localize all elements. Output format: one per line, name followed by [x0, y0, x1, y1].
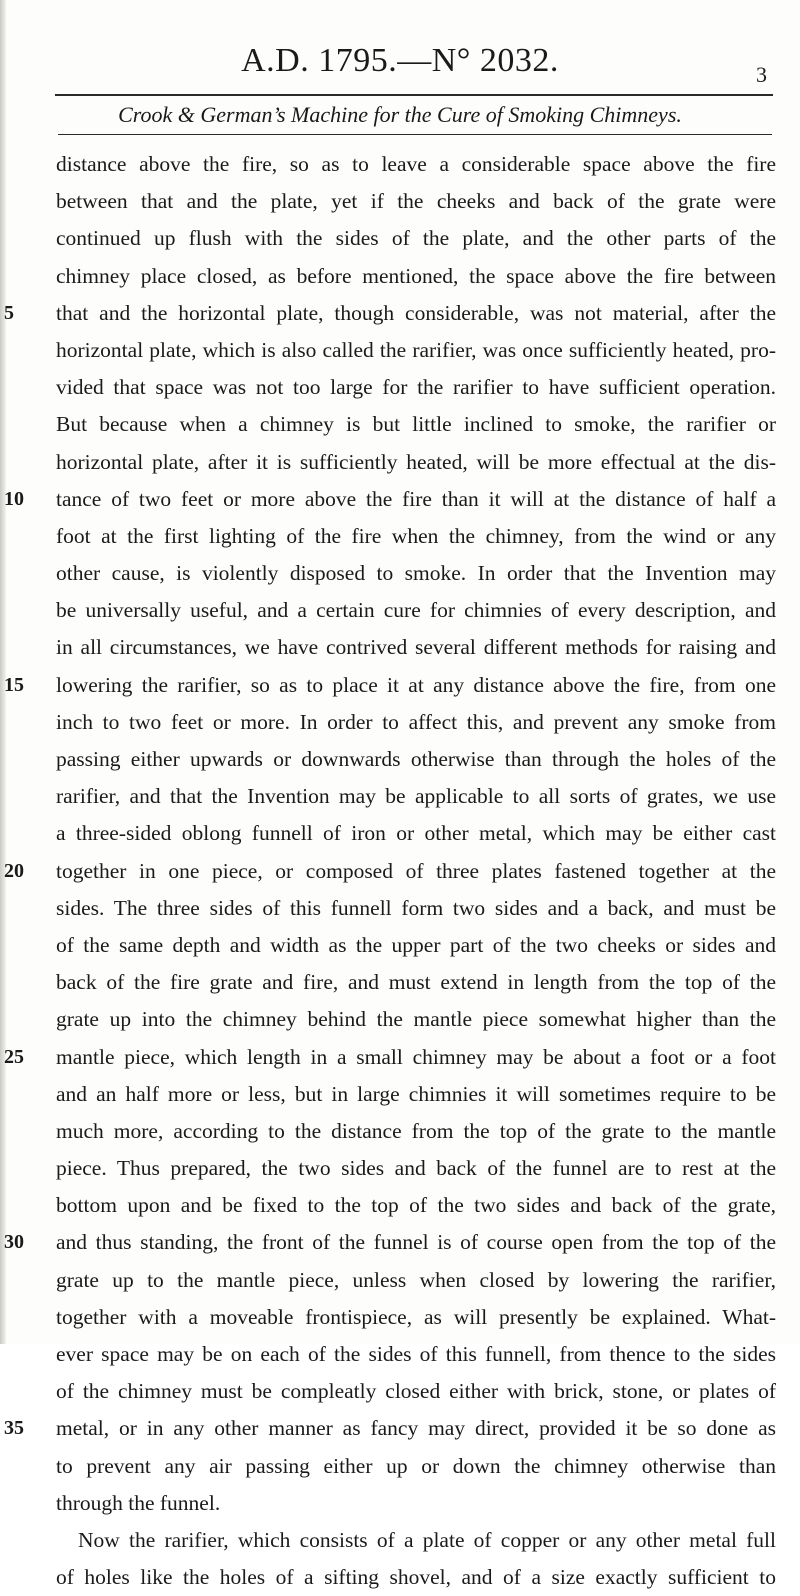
line-text: tance of two feet or more above the fire than it will at the distance of half a: [56, 486, 776, 511]
line-text: be universally useful, and a certain cure for chimnies of every description, and: [56, 598, 776, 623]
line-number: 30: [4, 1231, 24, 1254]
line-text: other cause, is violently disposed to smoke. In order that the Invention may: [56, 561, 776, 586]
text-line: [56, 1522, 776, 1559]
line-text: bottom upon and be fixed to the top of the two sides and back of the grate,: [56, 1193, 776, 1218]
line-text: back of the fire grate and fire, and must extend in length from the top of the: [56, 970, 776, 995]
text-line: [56, 258, 776, 295]
line-text: of the chimney must be compleatly closed either with brick, stone, or plates of: [56, 1379, 776, 1404]
line-text: inch to two feet or more. In order to affect this, and prevent any smoke from: [56, 709, 776, 734]
text-line: [56, 1336, 776, 1373]
text-line: [4, 1039, 776, 1076]
text-line: [56, 1559, 776, 1596]
text-line: [4, 1410, 776, 1447]
text-line: [56, 1485, 776, 1522]
text-line: [56, 1113, 776, 1150]
text-line: [4, 667, 776, 704]
text-line: [56, 741, 776, 778]
text-line: [56, 1150, 776, 1187]
text-line: [56, 1448, 776, 1485]
line-text: distance above the fire, so as to leave a considerable space above the fire: [56, 152, 776, 176]
text-line: [56, 890, 776, 927]
line-text: piece. Thus prepared, the two sides and back of the funnel are to rest at the: [56, 1156, 776, 1181]
text-line: [4, 1224, 776, 1261]
line-text: of holes like the holes of a sifting shovel, and of a size exactly sufficient to: [56, 1565, 776, 1590]
line-number: 25: [4, 1045, 24, 1068]
text-line: [56, 183, 776, 220]
text-line: [4, 481, 776, 518]
line-text: and thus standing, the front of the funnel is of course open from the top of the: [56, 1230, 776, 1255]
line-text: together with a moveable frontispiece, as will presently be explained. What-: [56, 1304, 776, 1329]
text-line: [56, 369, 776, 406]
text-line: [4, 853, 776, 890]
page-number: 3: [756, 62, 767, 87]
line-number: 35: [4, 1417, 24, 1440]
text-line: [56, 555, 776, 592]
line-number: 10: [4, 487, 24, 510]
line-text: chimney place closed, as before mentioned, the space above the fire between: [56, 263, 776, 288]
line-text: But because when a chimney is but little inclined to smoke, the rarifier or: [56, 412, 776, 437]
line-text: continued up flush with the sides of the plate, and the other parts of the: [56, 226, 776, 251]
line-text: sides. The three sides of this funnell form two sides and a back, and must be: [56, 895, 776, 920]
line-text: vided that space was not too large for the rarifier to have sufficient operation.: [56, 375, 776, 400]
text-line: [56, 220, 776, 257]
line-text: mantle piece, which length in a small chimney may be about a foot or a foot: [56, 1044, 776, 1069]
line-text: rarifier, and that the Invention may be applicable to all sorts of grates, we use: [56, 784, 776, 809]
line-text: ever space may be on each of the sides of this funnell, from thence to the sides: [56, 1342, 776, 1366]
line-number: 5: [4, 301, 14, 324]
line-number: 20: [4, 859, 24, 882]
text-line: [56, 146, 776, 183]
body-text: [4, 146, 776, 1596]
line-number: 15: [4, 673, 24, 696]
text-line: [56, 1299, 776, 1336]
line-text: grate up to the mantle piece, unless when closed by lowering the rarifier,: [56, 1267, 776, 1292]
text-line: [56, 444, 776, 481]
line-text: in all circumstances, we have contrived several different methods for raising and: [56, 635, 776, 660]
line-text: horizontal plate, which is also called the rarifier, was once sufficiently heated, pro-: [56, 337, 776, 362]
text-line: [56, 1001, 776, 1038]
header-rule-bottom: [58, 134, 772, 135]
running-head: Crook & German’s Machine for the Cure of Smoking Chimneys.: [118, 102, 682, 127]
line-text: that and the horizontal plate, though considerable, was not material, after the: [56, 300, 776, 325]
text-line: [56, 406, 776, 443]
line-text: foot at the first lighting of the fire when the chimney, from the wind or any: [56, 523, 776, 548]
text-line: [56, 1373, 776, 1410]
line-text: passing either upwards or downwards otherwise than through the holes of the: [56, 747, 776, 771]
text-line: [4, 295, 776, 332]
line-text: lowering the rarifier, so as to place it at any distance above the fire, from one: [56, 672, 776, 697]
text-line: [56, 778, 776, 815]
text-line: [56, 1262, 776, 1299]
line-text: to prevent any air passing either up or down the chimney otherwise than: [56, 1453, 776, 1478]
text-line: [56, 927, 776, 964]
line-text: Now the rarifier, which consists of a plate of copper or any other metal full: [78, 1527, 776, 1552]
text-line: [56, 332, 776, 369]
line-text: horizontal plate, after it is sufficiently heated, will be more effectual at the dis-: [56, 449, 776, 474]
line-text: much more, according to the distance from the top of the grate to the mantle: [56, 1118, 776, 1143]
text-line: [56, 592, 776, 629]
text-line: [56, 964, 776, 1001]
line-text: of the same depth and width as the upper part of the two cheeks or sides and: [56, 932, 776, 957]
line-text: together in one piece, or composed of three plates fastened together at the: [56, 858, 776, 883]
line-text: a three-sided oblong funnell of iron or other metal, which may be either cast: [56, 821, 776, 846]
text-line: [56, 518, 776, 555]
text-line: [56, 1076, 776, 1113]
text-line: [56, 1187, 776, 1224]
line-text: and an half more or less, but in large chimnies it will sometimes require to be: [56, 1081, 776, 1106]
patent-title: A.D. 1795.—N° 2032.: [241, 42, 559, 79]
text-line: [56, 815, 776, 852]
line-text: metal, or in any other manner as fancy may direct, provided it be so done as: [56, 1416, 776, 1441]
text-line: [56, 629, 776, 666]
text-line: [56, 704, 776, 741]
line-text: grate up into the chimney behind the mantle piece somewhat higher than the: [56, 1007, 776, 1032]
header-rule-top: [55, 94, 773, 96]
line-text: between that and the plate, yet if the cheeks and back of the grate were: [56, 189, 776, 214]
line-text: through the funnel.: [56, 1490, 221, 1515]
